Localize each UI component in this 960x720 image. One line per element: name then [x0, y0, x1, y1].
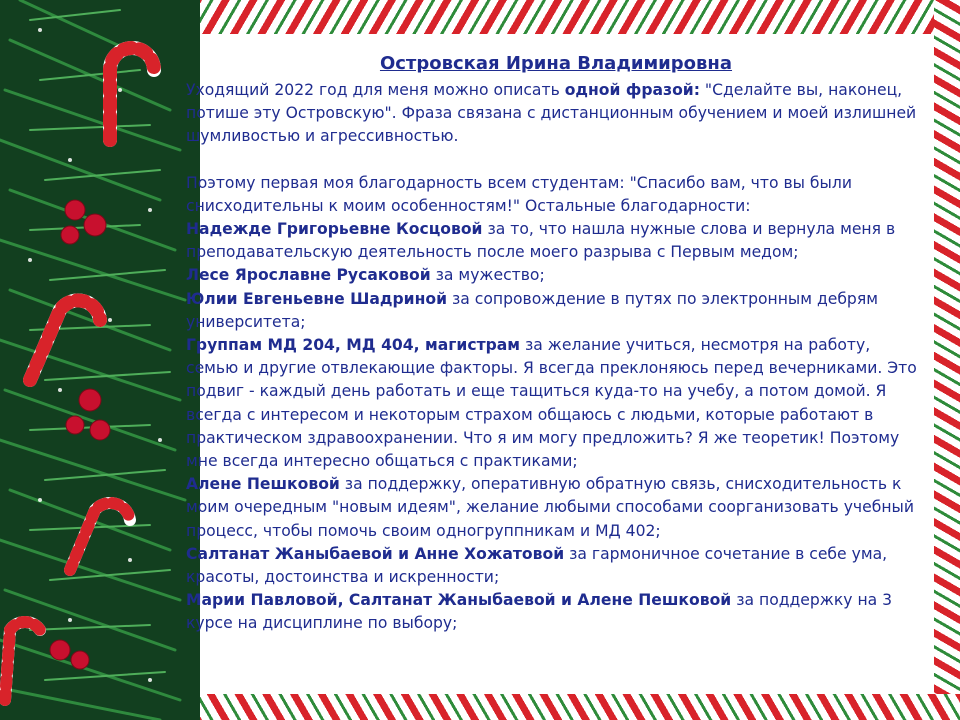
intro-text-start: Уходящий 2022 год для меня можно описать	[186, 81, 565, 99]
thanks-text: за гармоничное сочетание в себе ума, красоты, достоинства и искренности;	[186, 544, 888, 587]
thanks-name: Группам МД 204, МД 404, магистрам	[186, 336, 521, 355]
thanks-item	[186, 334, 926, 473]
thanks-text: за поддержку на 3 курсе на дисциплине по выбору;	[186, 591, 893, 633]
thanks-name: Алене Пешковой	[186, 475, 340, 494]
gratitude-intro-paragraph: Поэтому первая моя благодарность всем студентам: "Спасибо вам, что вы были снисходительны к моим особенностям!" Остальные благодарности:	[186, 173, 852, 215]
candy-stripe-border-right	[934, 0, 960, 720]
thanks-text-block	[186, 52, 926, 636]
thanks-name: Надежде Григорьевне Косцовой	[186, 220, 483, 239]
thanks-item	[186, 264, 926, 287]
thanks-name: Лесе Ярославне Русаковой	[186, 266, 431, 285]
pine-garland-decoration	[0, 0, 200, 720]
thanks-item	[186, 218, 926, 264]
thanks-name: Салтанат Жаныбаевой и Анне Хожатовой	[186, 544, 565, 563]
thanks-name: Юлии Евгеньевне Шадриной	[186, 289, 447, 308]
thanks-item	[186, 589, 926, 635]
intro-text-end: "Сделайте вы, наконец, потише эту Островскую". Фраза связана с дистанционным обучением и моей излишней шумливостью и агрессивностью.	[186, 81, 917, 146]
thanks-text: за то, что нашла нужные слова и вернула меня в преподавательскую деятельность после моего разрыва с Первым медом;	[186, 220, 896, 262]
thanks-text: за мужество;	[430, 266, 545, 285]
thanks-text: за сопровождение в путях по электронным дебрям университета;	[186, 289, 878, 331]
thanks-item	[186, 288, 926, 334]
thanks-item	[186, 473, 926, 543]
thanks-name: Марии Павловой, Салтанат Жаныбаевой и Алене Пешковой	[186, 591, 732, 610]
page-title: Островская Ирина Владимировна	[379, 53, 733, 74]
thanks-text: за поддержку, оперативную обратную связь, снисходительность к моим очередным "новым идеям", желание любыми способами соорганизовать учебный процесс, чтобы помочь своим одногруппникам и МД 402;	[186, 475, 914, 540]
thanks-text: за желание учиться, несмотря на работу, семью и другие отвлекающие факторы. Я всегда преклоняюсь перед вечерниками. Это подвиг - каждый день работать и еще тащиться куда-то на учебу, а потом домой. Я всегда с интересом и некоторым страхом общаюсь с людьми, которые работают в практическом здравоохранении. Что я им могу предложить? Я же теоретик! Поэтому мне всегда интересно общаться с практиками;	[186, 336, 917, 471]
intro-text-bold: одной фразой:	[564, 81, 700, 99]
thanks-item	[186, 543, 926, 589]
paragraph-gap	[186, 149, 926, 172]
intro-paragraph	[186, 79, 926, 149]
